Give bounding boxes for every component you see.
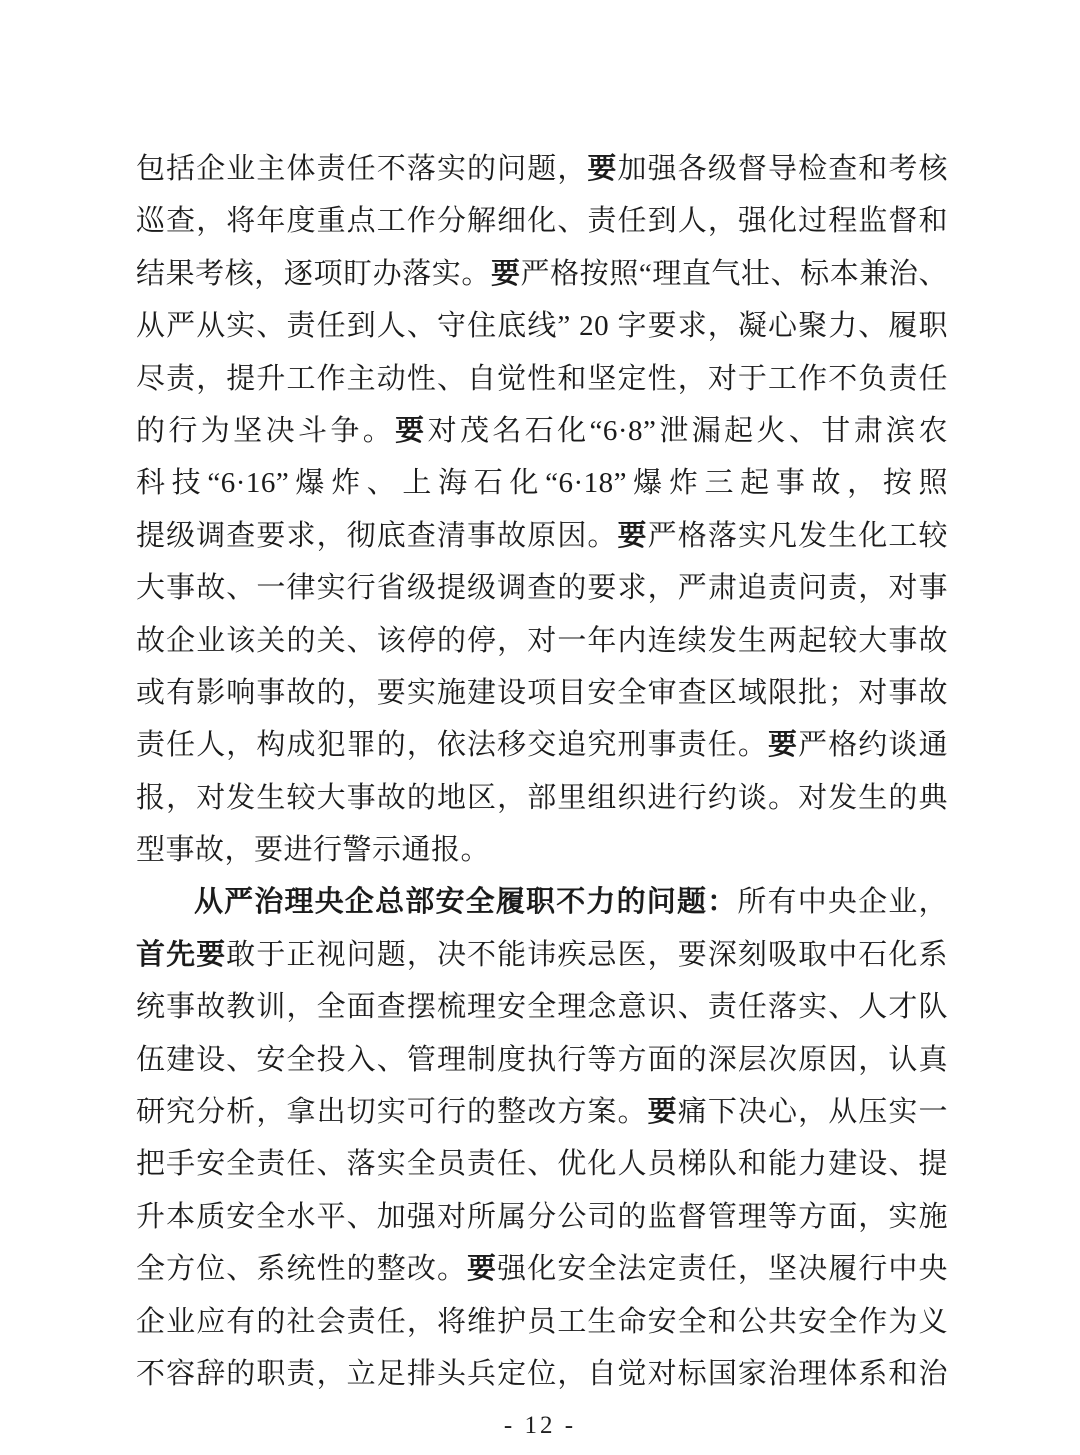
text-line (136, 1243, 948, 1295)
emphasis-text: 要 (647, 1096, 678, 1129)
body-text: 所有中央企业， (737, 886, 948, 919)
body-text: 或有影响事故的，要实施建设项目安全审查区域限批；对事故 (136, 676, 948, 709)
body-text: 巡查，将年度重点工作分解细化、责任到人，强化过程监督和 (136, 205, 948, 238)
text-line (136, 929, 948, 981)
document-body (136, 143, 948, 1400)
emphasis-text: 要 (767, 729, 799, 762)
emphasis-text: 要 (587, 153, 618, 185)
body-text: 故企业该关的关、该停的停，对一年内连续发生两起较大事故 (136, 624, 948, 657)
text-line (136, 562, 948, 614)
text-line (136, 1086, 948, 1138)
text-line (136, 719, 948, 771)
text-line (136, 876, 948, 928)
text-line (136, 300, 948, 352)
emphasis-text: 要 (395, 414, 428, 447)
emphasis-text: 要 (617, 519, 648, 552)
text-line (136, 510, 948, 562)
page-number: - 12 - (503, 1412, 577, 1439)
emphasis-text: 要 (490, 257, 521, 290)
body-text: 严格约谈通 (798, 729, 948, 762)
emphasis-text: 首先要 (136, 938, 227, 971)
body-text: 企业应有的社会责任，将维护员工生命安全和公共安全作为义 (136, 1305, 948, 1338)
emphasis-text: 从严治理央企总部安全履职不力的问题： (194, 886, 738, 919)
body-text: 提级调查要求，彻底查清事故原因。 (136, 519, 618, 552)
text-line (136, 143, 948, 195)
body-text: 责任人，构成犯罪的，依法移交追究刑事责任。 (136, 729, 768, 762)
body-text: 敢于正视问题，决不能讳疾忌医，要深刻吸取中石化系 (226, 938, 948, 971)
body-text: 痛下决心，从压实一 (677, 1096, 948, 1129)
text-line (136, 1296, 948, 1348)
body-text: 全方位、系统性的整改。 (136, 1253, 468, 1286)
body-text: 包括企业主体责任不落实的问题， (136, 153, 588, 185)
body-text: 加强各级督导检查和考核 (617, 153, 948, 185)
body-text: 对茂名石化“6·8”泄漏起火、甘肃滨农 (427, 414, 948, 447)
body-text: 的行为坚决斗争。 (136, 414, 396, 447)
text-line (136, 1191, 948, 1243)
body-text: 结果考核，逐项盯办落实。 (136, 257, 491, 290)
body-text: 伍建设、安全投入、管理制度执行等方面的深层次原因，认真 (136, 1043, 948, 1076)
body-text: 报，对发生较大事故的地区，部里组织进行约谈。对发生的典 (136, 781, 948, 814)
text-line (136, 1138, 948, 1190)
body-text: 把手安全责任、落实全员责任、优化人员梯队和能力建设、提 (136, 1148, 948, 1181)
body-text: 严格落实凡发生化工较 (647, 519, 948, 552)
body-text: 严格按照“理直气壮、标本兼治、 (520, 257, 948, 290)
text-line (136, 1034, 948, 1086)
body-text: 大事故、一律实行省级提级调查的要求，严肃追责问责，对事 (136, 572, 948, 605)
text-line (136, 457, 948, 509)
text-line (136, 667, 948, 719)
text-line (136, 405, 948, 457)
body-text: 型事故，要进行警示通报。 (136, 834, 491, 867)
emphasis-text: 要 (467, 1253, 498, 1286)
text-line (136, 772, 948, 824)
body-text: 统事故教训，全面查摆梳理安全理念意识、责任落实、人才队 (136, 991, 948, 1024)
body-text: 不容辞的职责，立足排头兵定位，自觉对标国家治理体系和治 (136, 1357, 948, 1390)
text-line (136, 615, 948, 667)
body-text: 升本质安全水平、加强对所属分公司的监督管理等方面，实施 (136, 1200, 948, 1233)
text-line (136, 981, 948, 1033)
text-line (136, 195, 948, 247)
body-text: 研究分析，拿出切实可行的整改方案。 (136, 1096, 648, 1129)
body-text: 科技“6·16”爆炸、上海石化“6·18”爆炸三起事故，按照 (136, 467, 948, 500)
text-line (136, 824, 948, 876)
text-line (136, 353, 948, 405)
text-line (136, 248, 948, 300)
body-text: 从严从实、责任到人、守住底线” 20 字要求，凝心聚力、履职 (136, 310, 948, 343)
body-text: 尽责，提升工作主动性、自觉性和坚定性，对于工作不负责任 (136, 362, 948, 395)
text-line (136, 1348, 948, 1400)
body-text: 强化安全法定责任，坚决履行中央 (497, 1253, 948, 1286)
